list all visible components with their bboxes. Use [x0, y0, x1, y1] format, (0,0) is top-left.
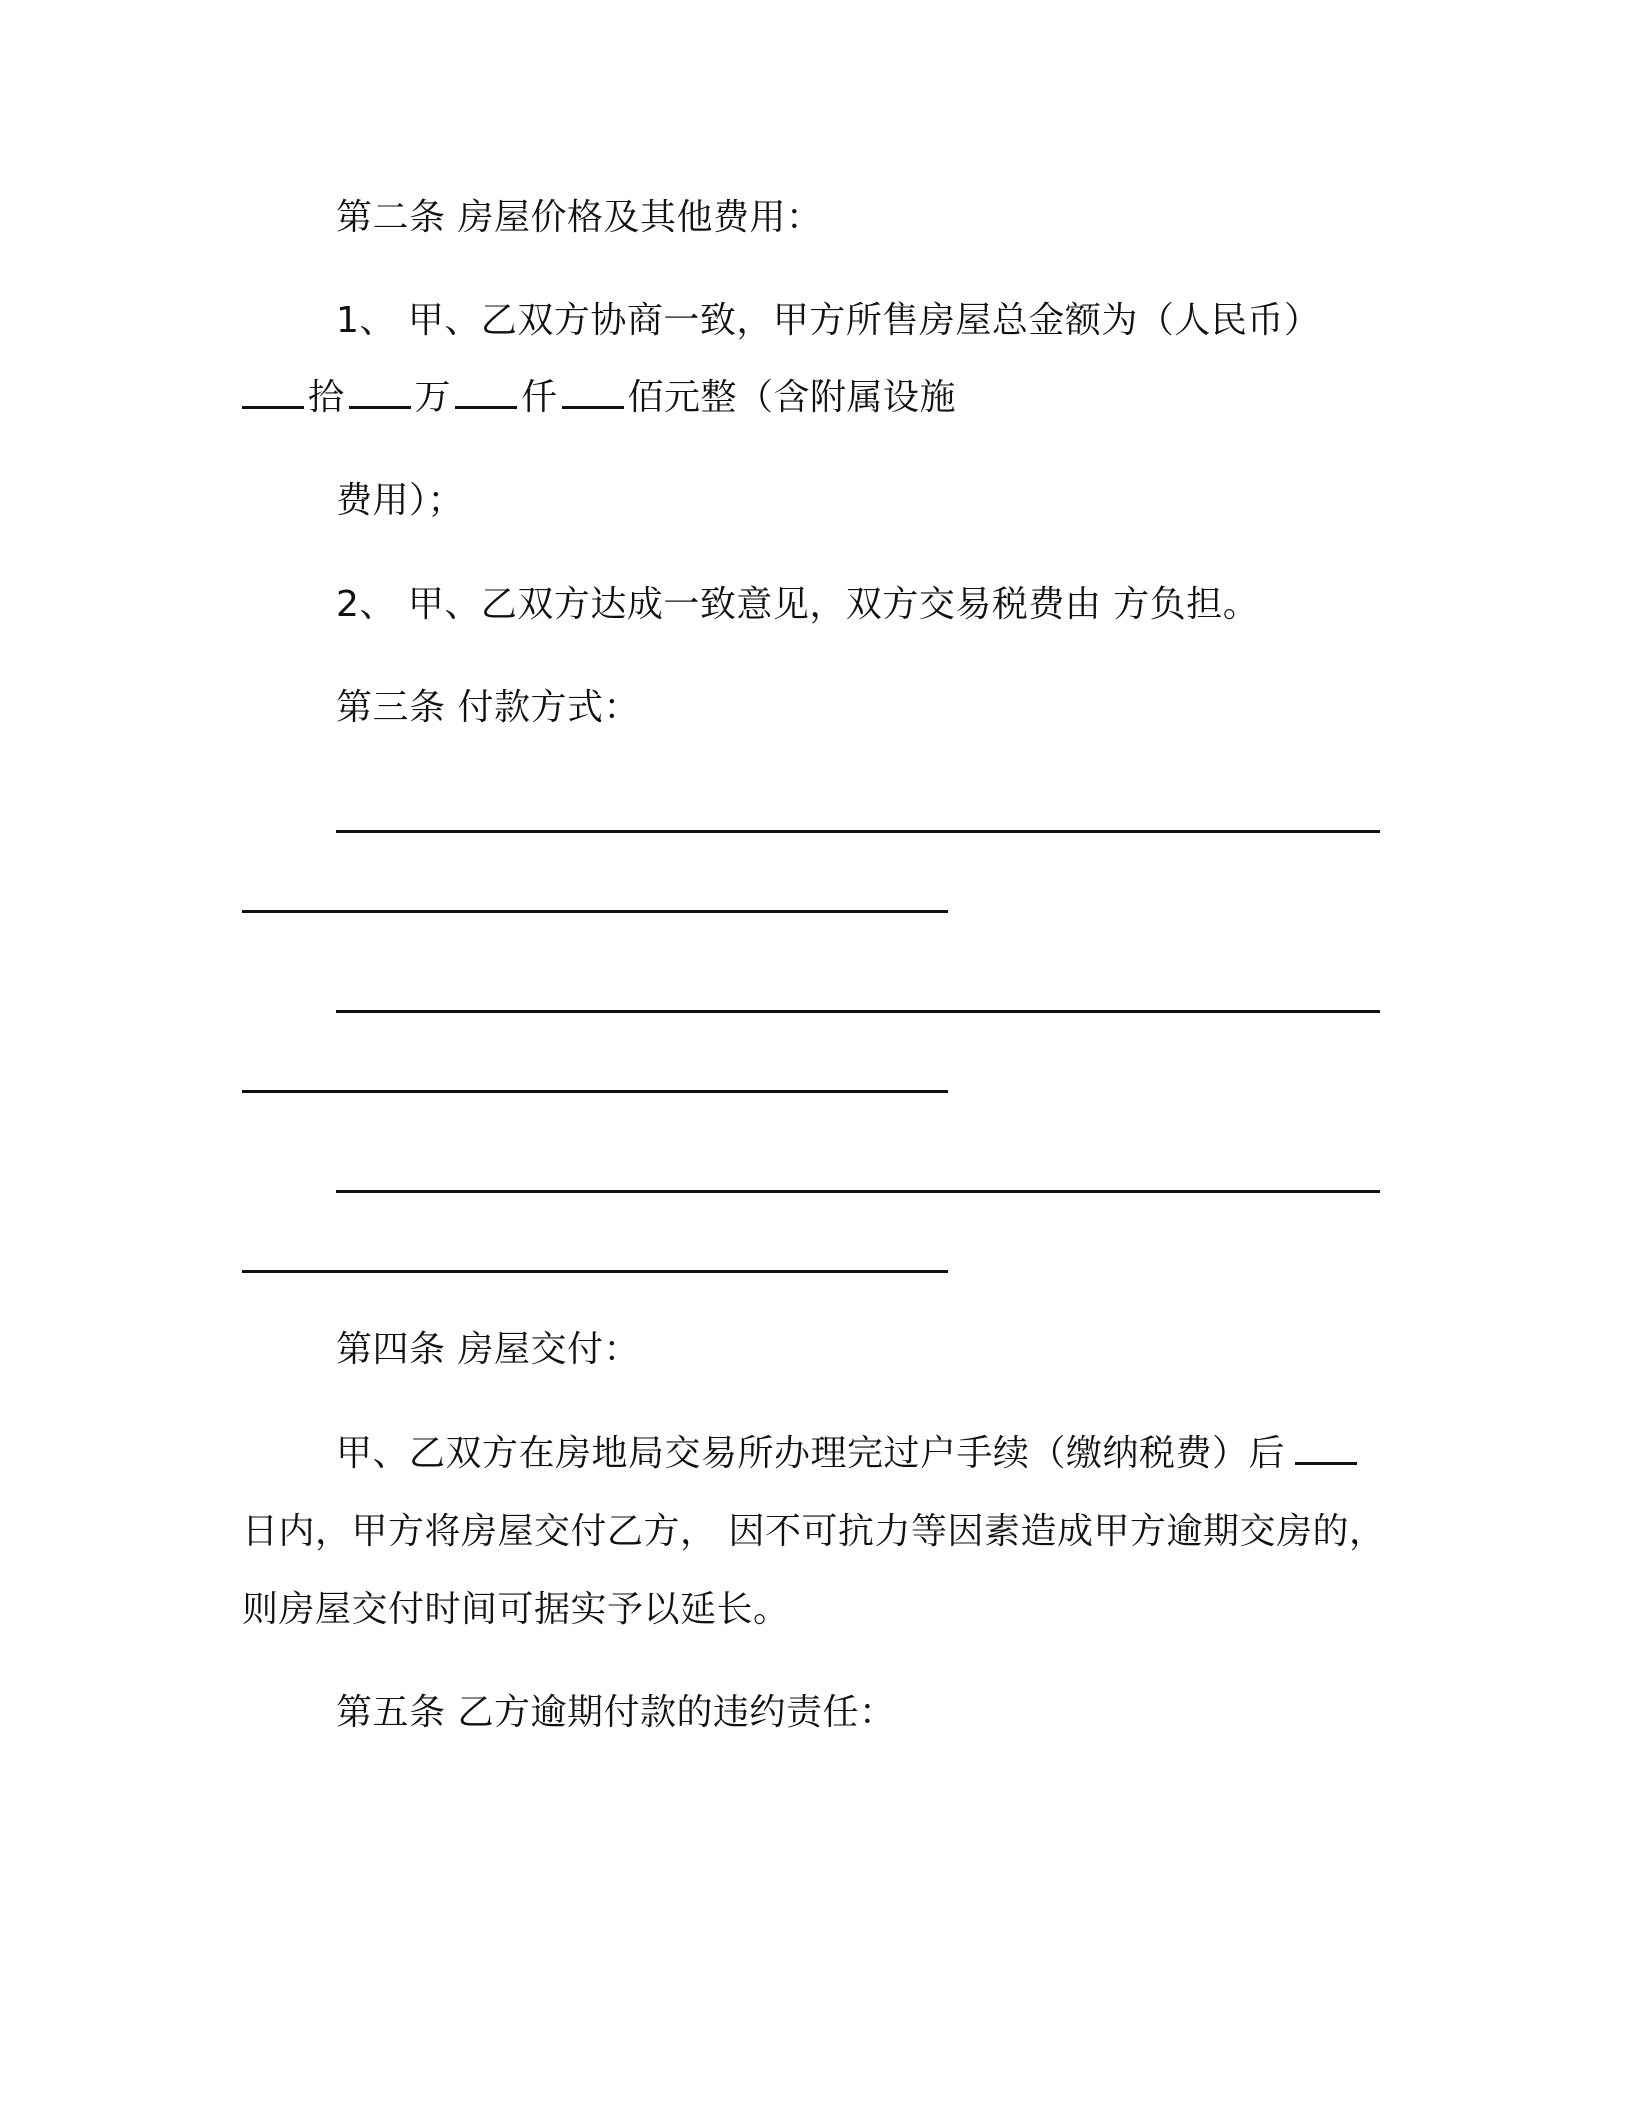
unit-shi: 拾: [308, 377, 345, 418]
article-2-heading: 第二条 房屋价格及其他费用：: [336, 197, 823, 238]
article-2-item-1-line-1: 1、 甲、乙双方协商一致，甲方所售房屋总金额为（人民币）: [336, 300, 1321, 341]
article-4-heading: 第四条 房屋交付：: [336, 1329, 640, 1370]
payment-blank-line-2b: [242, 1090, 948, 1093]
unit-wan: 万: [414, 377, 452, 418]
amount-blank-bai: [562, 376, 624, 409]
payment-blank-line-3a: [336, 1190, 1380, 1193]
payment-blank-line-1a: [336, 830, 1380, 833]
unit-qian: 仟: [521, 377, 558, 418]
article-4-para-line-1: [336, 1432, 1361, 1476]
article-2-item-1-amount-line: [242, 376, 956, 420]
delivery-days-blank: [1295, 1432, 1357, 1465]
amount-blank-shi: [242, 376, 304, 409]
article-3-heading: 第三条 付款方式：: [336, 687, 640, 728]
article-2-item-1-line-3: 费用）；: [336, 480, 465, 521]
article-4-para-line-2: 日内，甲方将房屋交付乙方， 因不可抗力等因素造成甲方逾期交房的，: [242, 1511, 1386, 1552]
payment-blank-line-1b: [242, 910, 948, 913]
article-4-para-line-3: 则房屋交付时间可据实予以延长。: [242, 1589, 790, 1630]
payment-blank-line-2a: [336, 1010, 1380, 1013]
article-2-item-2: 2、 甲、乙双方达成一致意见，双方交易税费由 方负担。: [336, 584, 1260, 625]
unit-bai-tail: 佰元整（含附属设施: [627, 377, 957, 418]
payment-blank-line-3b: [242, 1270, 948, 1273]
amount-blank-wan: [349, 376, 411, 409]
article-4-para-line-1-text: 甲、乙双方在房地局交易所办理完过户手续（缴纳税费）后: [336, 1433, 1286, 1474]
article-5-heading: 第五条 乙方逾期付款的违约责任：: [336, 1692, 896, 1733]
amount-blank-qian: [455, 376, 517, 409]
